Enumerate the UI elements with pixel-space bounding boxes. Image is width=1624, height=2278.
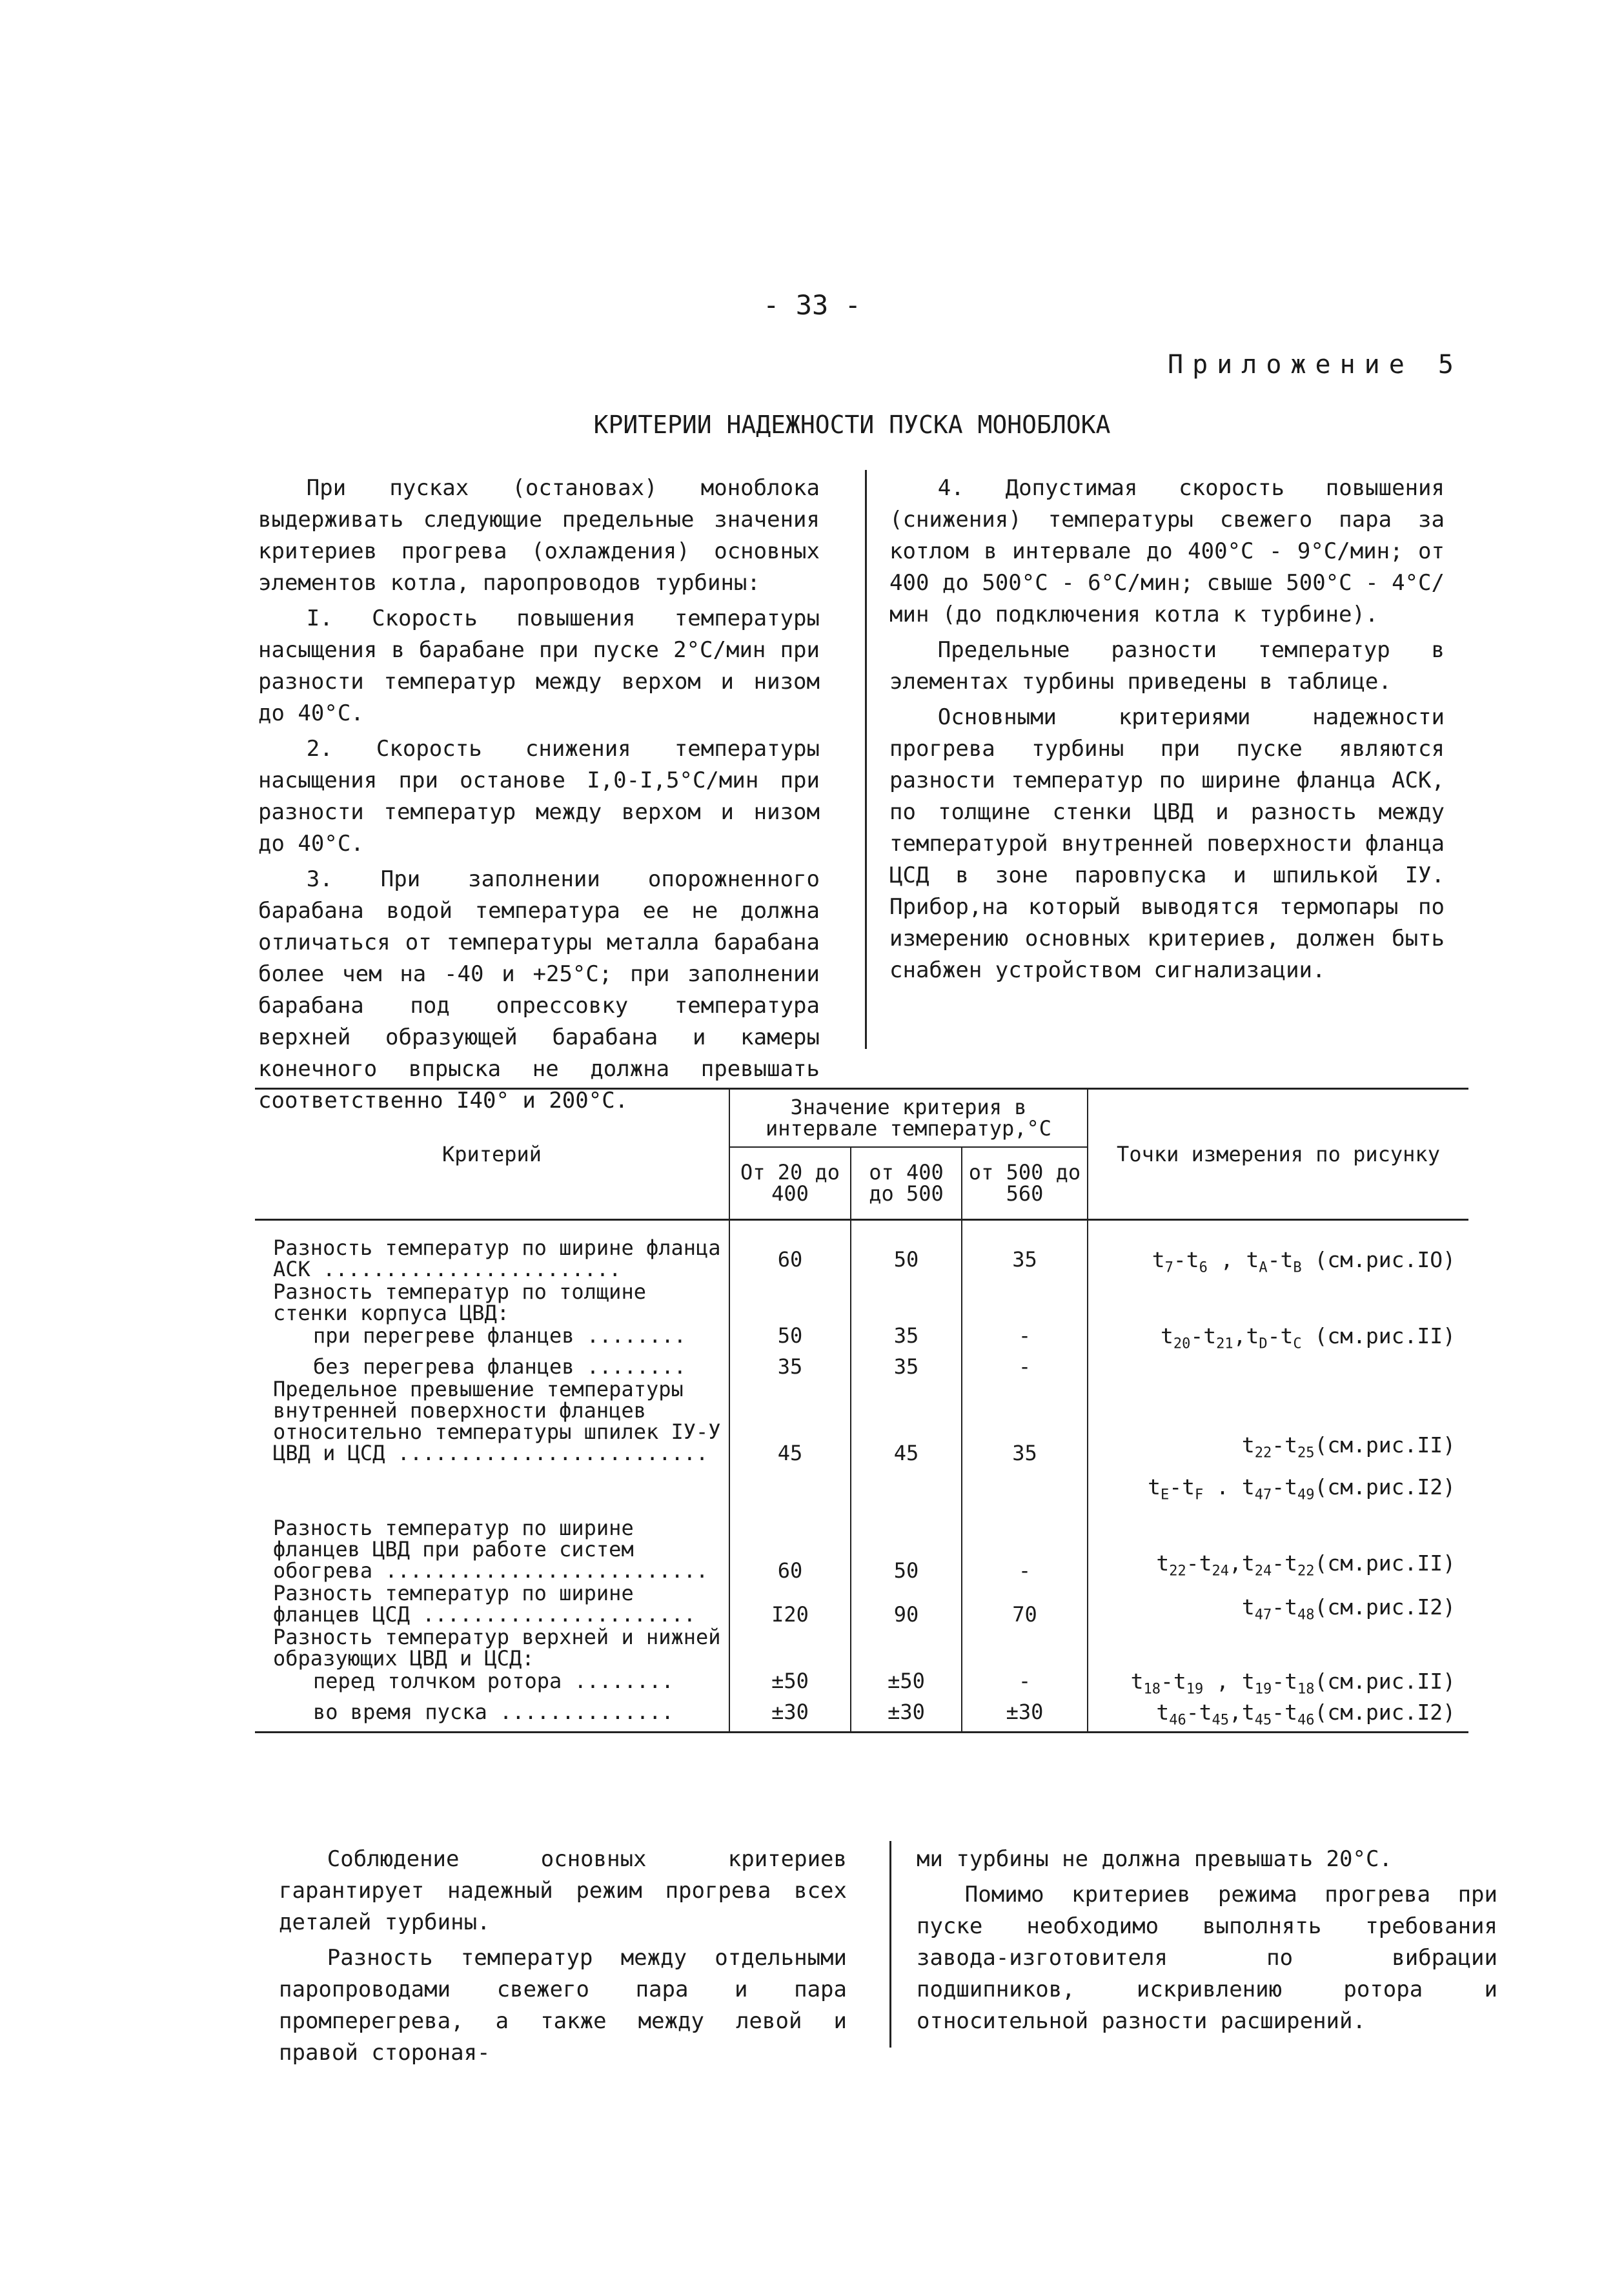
appendix-label: Приложение 5 — [1168, 350, 1463, 380]
cell-value: ±30 — [962, 1701, 1088, 1733]
header-criterion: Критерий — [255, 1089, 729, 1220]
cell-value — [729, 1465, 851, 1507]
cell-value — [729, 1281, 851, 1325]
paragraph: Предельные разности температур в элементах турбины приведены в таблице. — [889, 637, 1445, 695]
table-row — [255, 1220, 1468, 1281]
cell-value: 35 — [851, 1356, 962, 1378]
cell-value: - — [962, 1506, 1088, 1582]
header-range: от 500 до 560 — [962, 1147, 1088, 1220]
column-divider — [865, 470, 867, 1049]
paragraph: При пусках (остановах) моноблока выдерживать следующие предельные значения критериев прогрева (охлаждения) основных элементов котла, паропроводов турбины: — [258, 475, 820, 596]
cell-points: $t_{22}-t_{24},t_{24}-t_{22}(см.рис.II)$ — [1088, 1506, 1468, 1582]
header-range: От 20 до 400 — [729, 1147, 851, 1220]
cell-value: 45 — [729, 1378, 851, 1465]
cell-points: $t_{47}-t_{48}(см.рис.I2)$ — [1088, 1582, 1468, 1626]
cell-value: ±30 — [851, 1701, 962, 1733]
cell-value — [851, 1626, 962, 1670]
page-number: - 33 - — [763, 289, 861, 321]
paragraph: 2. Скорость снижения температуры насыщения при останове I,0-I,5°С/мин при разности температур между верхом и низом до 40°С. — [258, 736, 820, 857]
cell-value: ±30 — [729, 1701, 851, 1733]
paragraph: Разность температур между отдельными паропроводами свежего пара и пара промперегрева, а также между левой и правой стороная- — [279, 1945, 847, 2066]
table-row — [255, 1506, 1468, 1582]
cell-value: 35 — [851, 1325, 962, 1356]
row-label: при перегреве фланцев ........ — [313, 1323, 686, 1348]
row-label: Разность температур верхней и нижней образующих ЦВД и ЦСД: — [273, 1625, 721, 1671]
row-label: Разность температур по толщине стенки корпуса ЦВД: — [273, 1279, 646, 1325]
cell-points: $t_{22}-t_{25}(см.рис.II)$ — [1088, 1378, 1468, 1465]
cell-value — [851, 1465, 962, 1507]
row-label: Разность температур по ширине фланца АСК ........................ — [273, 1236, 721, 1281]
cell-value: 50 — [851, 1220, 962, 1281]
cell-value: ±50 — [851, 1670, 962, 1701]
column-divider — [889, 1841, 891, 2048]
bottom-left-column — [279, 1844, 847, 2069]
cell-value: 60 — [729, 1220, 851, 1281]
cell-points — [1088, 1356, 1468, 1378]
cell-points: $t_E-t_F$ . $t_{47}-t_{49}(см.рис.I2)$ — [1088, 1465, 1468, 1507]
cell-value — [962, 1465, 1088, 1507]
paragraph: Соблюдение основных критериев гарантирует надежный режим прогрева всех деталей турбины. — [279, 1846, 847, 1935]
paragraph: Помимо критериев режима прогрева при пуске необходимо выполнять требования завода-изготовителя по вибрации подшипников, искривлению ротора и относительной разности расширений. — [917, 1882, 1497, 2034]
table-row — [255, 1465, 1468, 1507]
cell-value: 50 — [729, 1325, 851, 1356]
cell-value — [962, 1281, 1088, 1325]
page-title: КРИТЕРИИ НАДЕЖНОСТИ ПУСКА МОНОБЛОКА — [593, 411, 1111, 439]
cell-value: - — [962, 1356, 1088, 1378]
cell-value: - — [962, 1325, 1088, 1356]
row-label: перед толчком ротора ........ — [313, 1669, 674, 1694]
row-label: Предельное превышение температуры внутренней поверхности фланцев относительно температуры шпилек IУ-У ЦВД и ЦСД ......................... — [273, 1376, 721, 1465]
cell-points: $t_7-t_6$ , $t_A-t_B$ (см.рис.IO) — [1088, 1220, 1468, 1281]
cell-value: ±50 — [729, 1670, 851, 1701]
cell-value: I20 — [729, 1582, 851, 1626]
header-range: от 400 до 500 — [851, 1147, 962, 1220]
paragraph: Основными критериями надежности прогрева турбины при пуске являются разности температур по ширине фланца АСК, по толщине стенки ЦВД и разность между температурой внутренней поверхности фланца ЦСД в зоне паровпуска и шпилькой IУ. Прибор,на который выводятся термопары по измерению основных критериев, должен быть снабжен устройством сигнализации. — [889, 704, 1445, 983]
row-label — [255, 1465, 729, 1507]
table-row — [255, 1701, 1468, 1733]
row-label: Разность температур по ширине фланцев ЦСД ...................... — [273, 1581, 696, 1627]
cell-points: $t_{18}-t_{19}$ , $t_{19}-t_{18}(см.рис.II)$ — [1088, 1670, 1468, 1701]
cell-points — [1088, 1626, 1468, 1670]
paragraph: I. Скорость повышения температуры насыщения в барабане при пуске 2°С/мин при разности температур между верхом и низом до 40°С. — [258, 605, 820, 726]
row-label: Разность температур по ширине фланцев ЦВД при работе систем обогрева .......................... — [273, 1516, 709, 1583]
table-row — [255, 1626, 1468, 1670]
paragraph: ми турбины не должна превышать 20°С. — [917, 1846, 1392, 1872]
table-row — [255, 1582, 1468, 1626]
cell-points: $t_{20}-t_{21},t_D-t_C$ (см.рис.II) — [1088, 1325, 1468, 1356]
cell-value: 35 — [962, 1378, 1088, 1465]
right-column — [889, 473, 1445, 986]
row-label: во время пуска .............. — [313, 1699, 674, 1724]
cell-value: 35 — [729, 1356, 851, 1378]
cell-value — [962, 1626, 1088, 1670]
bottom-right-column — [917, 1844, 1497, 2037]
left-column — [258, 473, 820, 1117]
table-row — [255, 1378, 1468, 1465]
header-points: Точки измерения по рисунку — [1088, 1089, 1468, 1220]
criteria-table — [255, 1088, 1468, 1733]
cell-value: 50 — [851, 1506, 962, 1582]
cell-value: 90 — [851, 1582, 962, 1626]
cell-value — [729, 1626, 851, 1670]
cell-value — [851, 1281, 962, 1325]
table-row — [255, 1325, 1468, 1356]
cell-value: 35 — [962, 1220, 1088, 1281]
cell-value: 60 — [729, 1506, 851, 1582]
table-row — [255, 1281, 1468, 1325]
paragraph: 3. При заполнении опорожненного барабана водой температура ее не должна отличаться от температуры металла барабана более чем на -40 и +25°С; при заполнении барабана под опрессовку температура верхней образующей барабана и камеры конечного впрыска не должна превышать соответственно I40° и 200°С. — [258, 866, 820, 1114]
cell-value: 45 — [851, 1378, 962, 1465]
cell-value: 70 — [962, 1582, 1088, 1626]
cell-points — [1088, 1281, 1468, 1325]
table-row — [255, 1356, 1468, 1378]
cell-points: $t_{46}-t_{45},t_{45}-t_{46}(см.рис.I2)$ — [1088, 1701, 1468, 1733]
row-label: без перегрева фланцев ........ — [313, 1354, 686, 1379]
paragraph: 4. Допустимая скорость повышения (снижения) температуры свежего пара за котлом в интервале до 400°С - 9°С/мин; от 400 до 500°С - 6°С/мин; свыше 500°С - 4°С/мин (до подключения котла к турбине). — [889, 475, 1445, 627]
table-row — [255, 1670, 1468, 1701]
header-value: Значение критерия в интервале температур,°С — [729, 1089, 1088, 1148]
cell-value: - — [962, 1670, 1088, 1701]
